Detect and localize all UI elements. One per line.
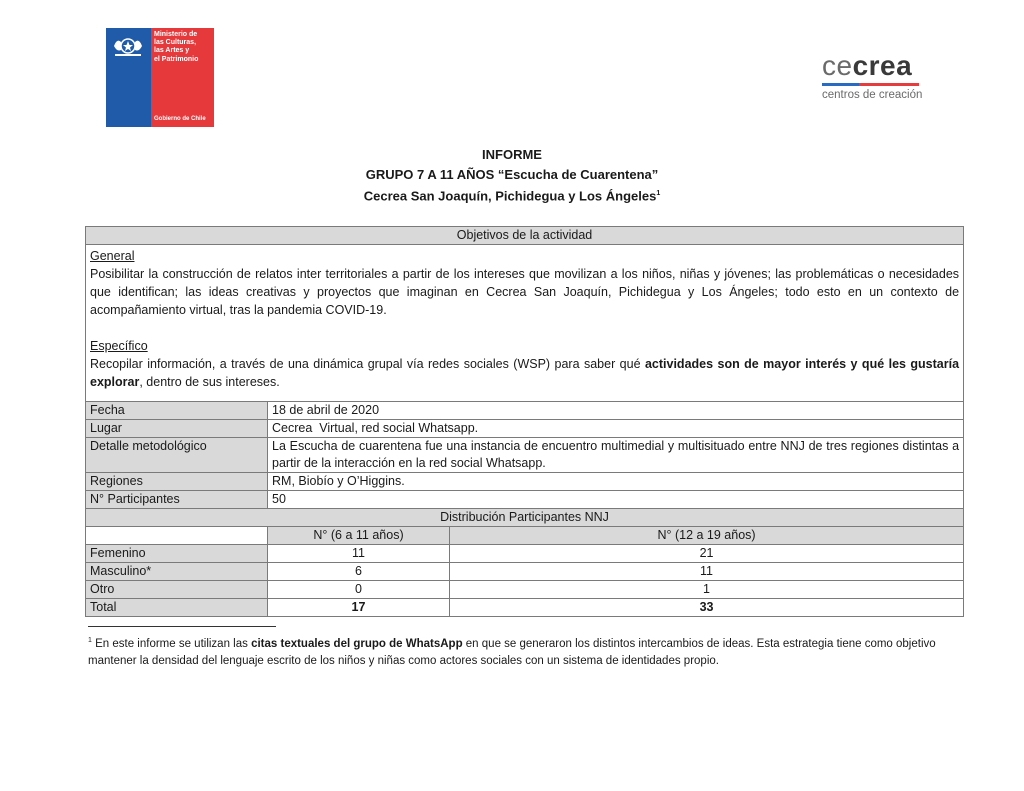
detail-value: 50 (268, 491, 964, 509)
chile-coat-of-arms-icon (111, 34, 145, 58)
column-header: N° (6 a 11 años) (268, 527, 450, 545)
ministry-line: las Artes y (154, 47, 190, 55)
distribution-row (86, 563, 964, 581)
cell-value: 6 (268, 563, 450, 581)
cell-value: 11 (268, 545, 450, 563)
detail-row (86, 420, 964, 438)
detail-label: Lugar (86, 420, 268, 438)
cecrea-flag-bar (822, 83, 919, 86)
row-label: Femenino (86, 545, 268, 563)
objectives-cell (86, 245, 964, 402)
row-label: Total (86, 599, 268, 617)
detail-row (86, 491, 964, 509)
footnote-number: 1 (88, 637, 92, 644)
detail-value: 18 de abril de 2020 (268, 402, 964, 420)
detail-value: La Escucha de cuarentena fue una instancia de encuentro multimedial y multisituado entre NNJ de tres regiones distintas a partir de la interacción en la red social Whatsapp. (268, 438, 964, 473)
logo-blue-panel (106, 28, 151, 127)
document-subtitle: GRUPO 7 A 11 AÑOS “Escucha de Cuarentena” (365, 166, 659, 182)
cell-value: 0 (268, 581, 450, 599)
gobierno-label: Gobierno de Chile (154, 116, 206, 122)
total-value: 33 (450, 599, 964, 617)
ministry-logo (106, 28, 214, 127)
row-label: Masculino* (86, 563, 268, 581)
cecrea-wordmark (822, 52, 932, 80)
specific-text: Recopilar información, a través de una dinámica grupal vía redes sociales (WSP) para saber qué actividades son de mayor interés y qué les gustaría explorar, dentro de sus intereses. (90, 357, 960, 389)
specific-label: Específico (90, 339, 148, 353)
cell-value: 1 (450, 581, 964, 599)
detail-row (86, 473, 964, 491)
document-location (0, 184, 1024, 206)
footnote-separator (88, 626, 276, 627)
column-header: N° (12 a 19 años) (450, 527, 964, 545)
objectives-heading: Objetivos de la actividad (86, 227, 964, 245)
footnote: $^1$ En este informe se utilizan las citas textuales del grupo de WhatsApp en que se generaron los distintos intercambios de ideas. Esta estrategia tiene como objetivo mantener la densidad del lenguaje escrito de los niños y niñas como actores sociales con un sistema de identidades propio. (88, 637, 936, 667)
distribution-row (86, 581, 964, 599)
footnote-ref: 1 (656, 190, 661, 197)
distribution-header-row (86, 527, 964, 545)
detail-row (86, 402, 964, 420)
detail-label: Regiones (86, 473, 268, 491)
document-header (0, 145, 1024, 206)
cecrea-logo (822, 52, 932, 101)
detail-value: RM, Biobío y O’Higgins. (268, 473, 964, 491)
detail-label: Detalle metodológico (86, 438, 268, 473)
location-text: Cecrea San Joaquín, Pichidegua y Los Ángeles (363, 188, 657, 204)
total-value: 17 (268, 599, 450, 617)
document-title: INFORME (482, 147, 542, 162)
ministry-line: el Patrimonio (154, 55, 199, 63)
row-label: Otro (86, 581, 268, 599)
distribution-heading: Distribución Participantes NNJ (86, 509, 964, 527)
distribution-total-row (86, 599, 964, 617)
detail-label: N° Participantes (86, 491, 268, 509)
distribution-row (86, 545, 964, 563)
detail-label: Fecha (86, 402, 268, 420)
cell-value: 11 (450, 563, 964, 581)
cecrea-word-bold: crea (852, 50, 913, 81)
cecrea-word-light: ce (822, 50, 853, 81)
activity-table (85, 226, 964, 617)
detail-value: Cecrea Virtual, red social Whatsapp. (268, 420, 964, 438)
distribution-corner (86, 527, 268, 545)
footnote-bold: citas textuales del grupo de WhatsApp (251, 637, 463, 650)
ministry-line: Ministerio de (154, 31, 198, 38)
general-label: General (90, 249, 135, 263)
specific-text-bold: actividades son de mayor interés y qué les gustaría explorar (90, 357, 960, 389)
cell-value: 21 (450, 545, 964, 563)
logo-red-panel (151, 28, 214, 127)
detail-row (86, 438, 964, 473)
ministry-name (154, 31, 198, 64)
cecrea-tagline: centros de creación (822, 89, 923, 101)
ministry-line: las Culturas, (154, 39, 197, 47)
general-text: Posibilitar la construcción de relatos inter territoriales a partir de los intereses que movilizan a los niños, niñas y jóvenes; las problemáticas o necesidades que identifican; las ideas creativas y proyectos que imaginan en Cecrea San Joaquín, Pichidegua y Los Ángeles; todo esto en un contexto de acompañamiento virtual, tras la pandemia COVID-19. (90, 267, 960, 317)
